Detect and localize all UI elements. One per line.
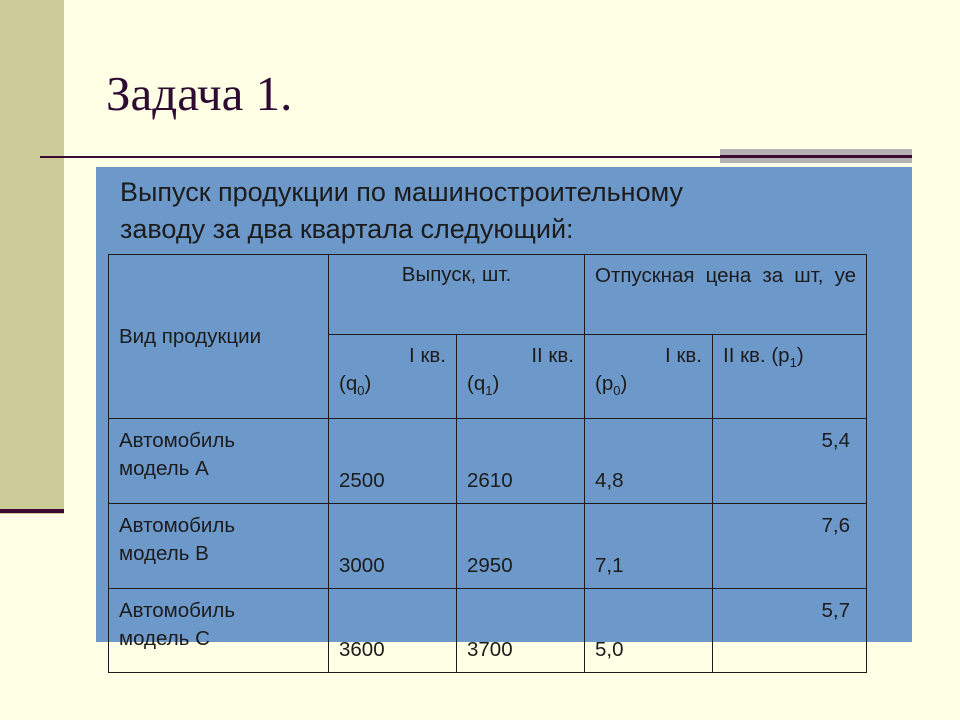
p0-cell: 4,8 — [585, 419, 713, 504]
q0-cell: 3600 — [329, 589, 457, 673]
q0-cell: 3000 — [329, 504, 457, 589]
q0-cell: 2500 — [329, 419, 457, 504]
table-row — [109, 504, 867, 589]
subheader-q0-close: ) — [364, 372, 372, 395]
subheader-q1-index: 1 — [485, 383, 493, 399]
subheader-p0-quarter: I кв. — [665, 344, 702, 367]
slide-title: Задача 1. — [106, 66, 293, 121]
subheader-p1-index: 1 — [789, 355, 797, 371]
subheader-p0-close: ) — [620, 372, 628, 395]
table-row — [109, 589, 867, 673]
subheader-q1 — [457, 335, 585, 419]
production-table — [108, 254, 867, 673]
subheader-p1 — [713, 335, 867, 419]
header-price: Отпускная цена за шт, уе — [585, 255, 867, 335]
intro-line-1: Выпуск продукции по машиностроительному — [120, 177, 683, 207]
product-name-line2: модель С — [119, 627, 210, 650]
subheader-p1-close: ) — [796, 344, 804, 367]
table-row — [109, 419, 867, 504]
subheader-p0-symbol: (p — [595, 372, 614, 395]
product-name-line2: модель А — [119, 457, 209, 480]
product-name-cell — [109, 589, 329, 673]
intro-line-2: заводу за два квартала следующий: — [120, 214, 574, 244]
subheader-p1-label: II кв. (p — [723, 344, 790, 367]
q1-cell: 2610 — [457, 419, 585, 504]
side-decor-band — [0, 0, 64, 514]
q1-cell: 2950 — [457, 504, 585, 589]
subheader-q0-symbol: (q — [339, 372, 358, 395]
p1-cell: 7,6 — [713, 504, 867, 589]
product-name-line2: модель В — [119, 542, 209, 565]
subheader-q0-quarter: I кв. — [409, 344, 446, 367]
accent-divider-line — [720, 155, 912, 158]
subheader-q1-close: ) — [492, 372, 500, 395]
intro-text — [120, 174, 854, 248]
product-name-cell — [109, 504, 329, 589]
header-product-type: Вид продукции — [109, 255, 329, 419]
product-name-cell — [109, 419, 329, 504]
p0-cell: 7,1 — [585, 504, 713, 589]
product-name-line1: Автомобиль — [119, 599, 236, 622]
q1-cell: 3700 — [457, 589, 585, 673]
table-header-row — [109, 255, 867, 335]
product-name-line1: Автомобиль — [119, 429, 236, 452]
subheader-q1-symbol: (q — [467, 372, 486, 395]
subheader-q0 — [329, 335, 457, 419]
product-name-line1: Автомобиль — [119, 514, 236, 537]
header-output: Выпуск, шт. — [329, 255, 585, 335]
subheader-q0-index: 0 — [357, 383, 365, 399]
subheader-q1-quarter: II кв. — [531, 344, 574, 367]
subheader-p0-index: 0 — [613, 383, 621, 399]
side-decor-line — [0, 509, 64, 513]
p0-cell: 5,0 — [585, 589, 713, 673]
subheader-p0 — [585, 335, 713, 419]
p1-cell: 5,4 — [713, 419, 867, 504]
p1-cell: 5,7 — [713, 589, 867, 673]
